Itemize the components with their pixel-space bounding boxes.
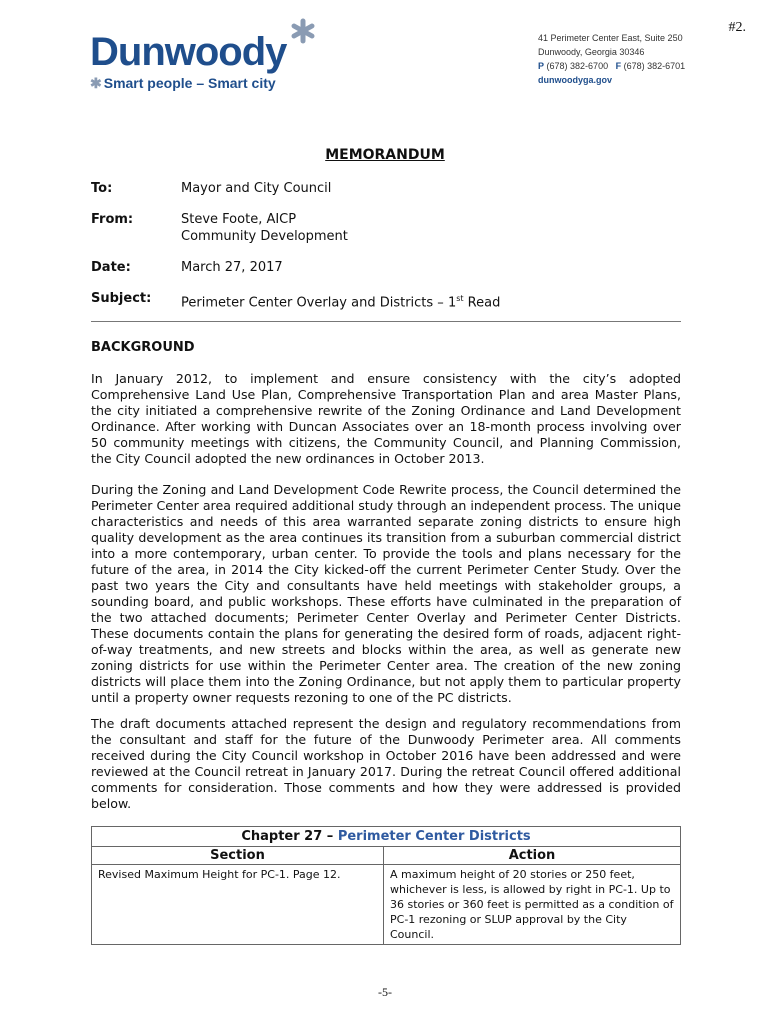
website-link[interactable]: dunwoodyga.gov <box>538 75 612 85</box>
memo-title: MEMORANDUM <box>325 147 445 163</box>
row-section-cell: Revised Maximum Height for PC-1. Page 12. <box>92 865 384 945</box>
logo-wordmark: Dunwoody <box>90 30 287 74</box>
subject-suffix: Read <box>463 295 501 311</box>
table-caption-accent: Perimeter Center Districts <box>337 829 531 844</box>
to-label: To: <box>91 181 113 196</box>
background-paragraph-3: The draft documents attached represent the design and regulatory recommendations from the consultant and staff for the future of the Dunwoody Perimeter area. All comments received during the City Council workshop in October 2016 have been addressed and were reviewed at the Council retreat in January 2017. During the retreat Council offered additional comments for consideration. Those comments and how they were addressed is provided below. <box>91 716 681 811</box>
chapter-27-table <box>91 826 681 945</box>
phone-label: P <box>538 61 545 71</box>
asterisk-icon <box>290 18 316 44</box>
dunwoody-logo <box>90 20 330 100</box>
table-caption <box>92 827 681 847</box>
address-line-1: 41 Perimeter Center East, Suite 250 <box>538 33 683 43</box>
star-icon: ✱ <box>90 75 102 91</box>
subject-value <box>181 291 500 311</box>
subject-text: Perimeter Center Overlay and Districts – 1 <box>181 295 457 311</box>
date-value: March 27, 2017 <box>181 260 283 275</box>
background-paragraph-1: In January 2012, to implement and ensure consistency with the city’s adopted Comprehensive Land Use Plan, Comprehensive Transportation Plan and area Master Plans, the city initiated a comprehensive rewrite of the Zoning Ordinance and Land Development Ordinance. After working with Duncan Associates over an 18-month process involving over 50 community meetings with citizens, the Community Council, and Planning Commission, the City Council adopted the new ordinances in October 2013. <box>91 371 681 466</box>
background-paragraph-2: During the Zoning and Land Development Code Rewrite process, the Council determined the Perimeter Center area required additional study through an independent process. The unique characteristics and needs of this area warranted separate zoning districts to ensure high quality development as the area continues its transition from a suburban commercial district into a more contemporary, urban center. To provide the tools and plans necessary for the future of the area, in 2014 the City kicked-off the current Perimeter Center Study. Over the past two years the City and consultants have held meetings with stakeholder groups, a sounding board, and public workshops. These efforts have culminated in the preparation of the two attached documents; Perimeter Center Overlay and Perimeter Center Districts. These documents contain the plans for generating the desired form of roads, adjacent right-of-way treatments, and new streets and blocks within the area, as well as generate new zoning districts for use within the Perimeter Center area. The creation of the new zoning districts will place them into the Zoning Ordinance, but not apply them to particular property until a property owner requests rezoning to one of the PC districts. <box>91 482 681 705</box>
address-block <box>538 31 685 87</box>
from-name: Steve Foote, AICP <box>181 212 297 227</box>
column-header-section: Section <box>92 847 384 865</box>
subject-label: Subject: <box>91 291 152 306</box>
page-number: -5- <box>378 985 392 999</box>
subject-superscript: st <box>456 294 464 303</box>
background-heading: BACKGROUND <box>91 340 195 355</box>
phone-fax-line <box>538 59 685 73</box>
phone-number: (678) 382-6700 <box>546 61 609 71</box>
row-action-cell: A maximum height of 20 stories or 250 feet, whichever is less, is allowed by right in PC-1. Up to 36 stories or 360 feet is permitted as a condition of PC-1 rezoning or SLUP approval by the City Council. <box>384 865 681 945</box>
logo-tagline <box>90 76 276 90</box>
table-caption-prefix: Chapter 27 – <box>241 829 338 844</box>
header-divider <box>91 321 681 322</box>
date-label: Date: <box>91 260 131 275</box>
column-header-action: Action <box>384 847 681 865</box>
to-value: Mayor and City Council <box>181 181 332 196</box>
fax-number: (678) 382-6701 <box>623 61 686 71</box>
table-row <box>92 865 681 945</box>
fax-label: F <box>615 61 622 71</box>
page-marker: #2. <box>728 20 746 35</box>
from-label: From: <box>91 212 134 227</box>
address-line-2: Dunwoody, Georgia 30346 <box>538 47 645 57</box>
logo-tagline-text: Smart people – Smart city <box>103 75 276 91</box>
from-dept: Community Development <box>181 229 348 244</box>
